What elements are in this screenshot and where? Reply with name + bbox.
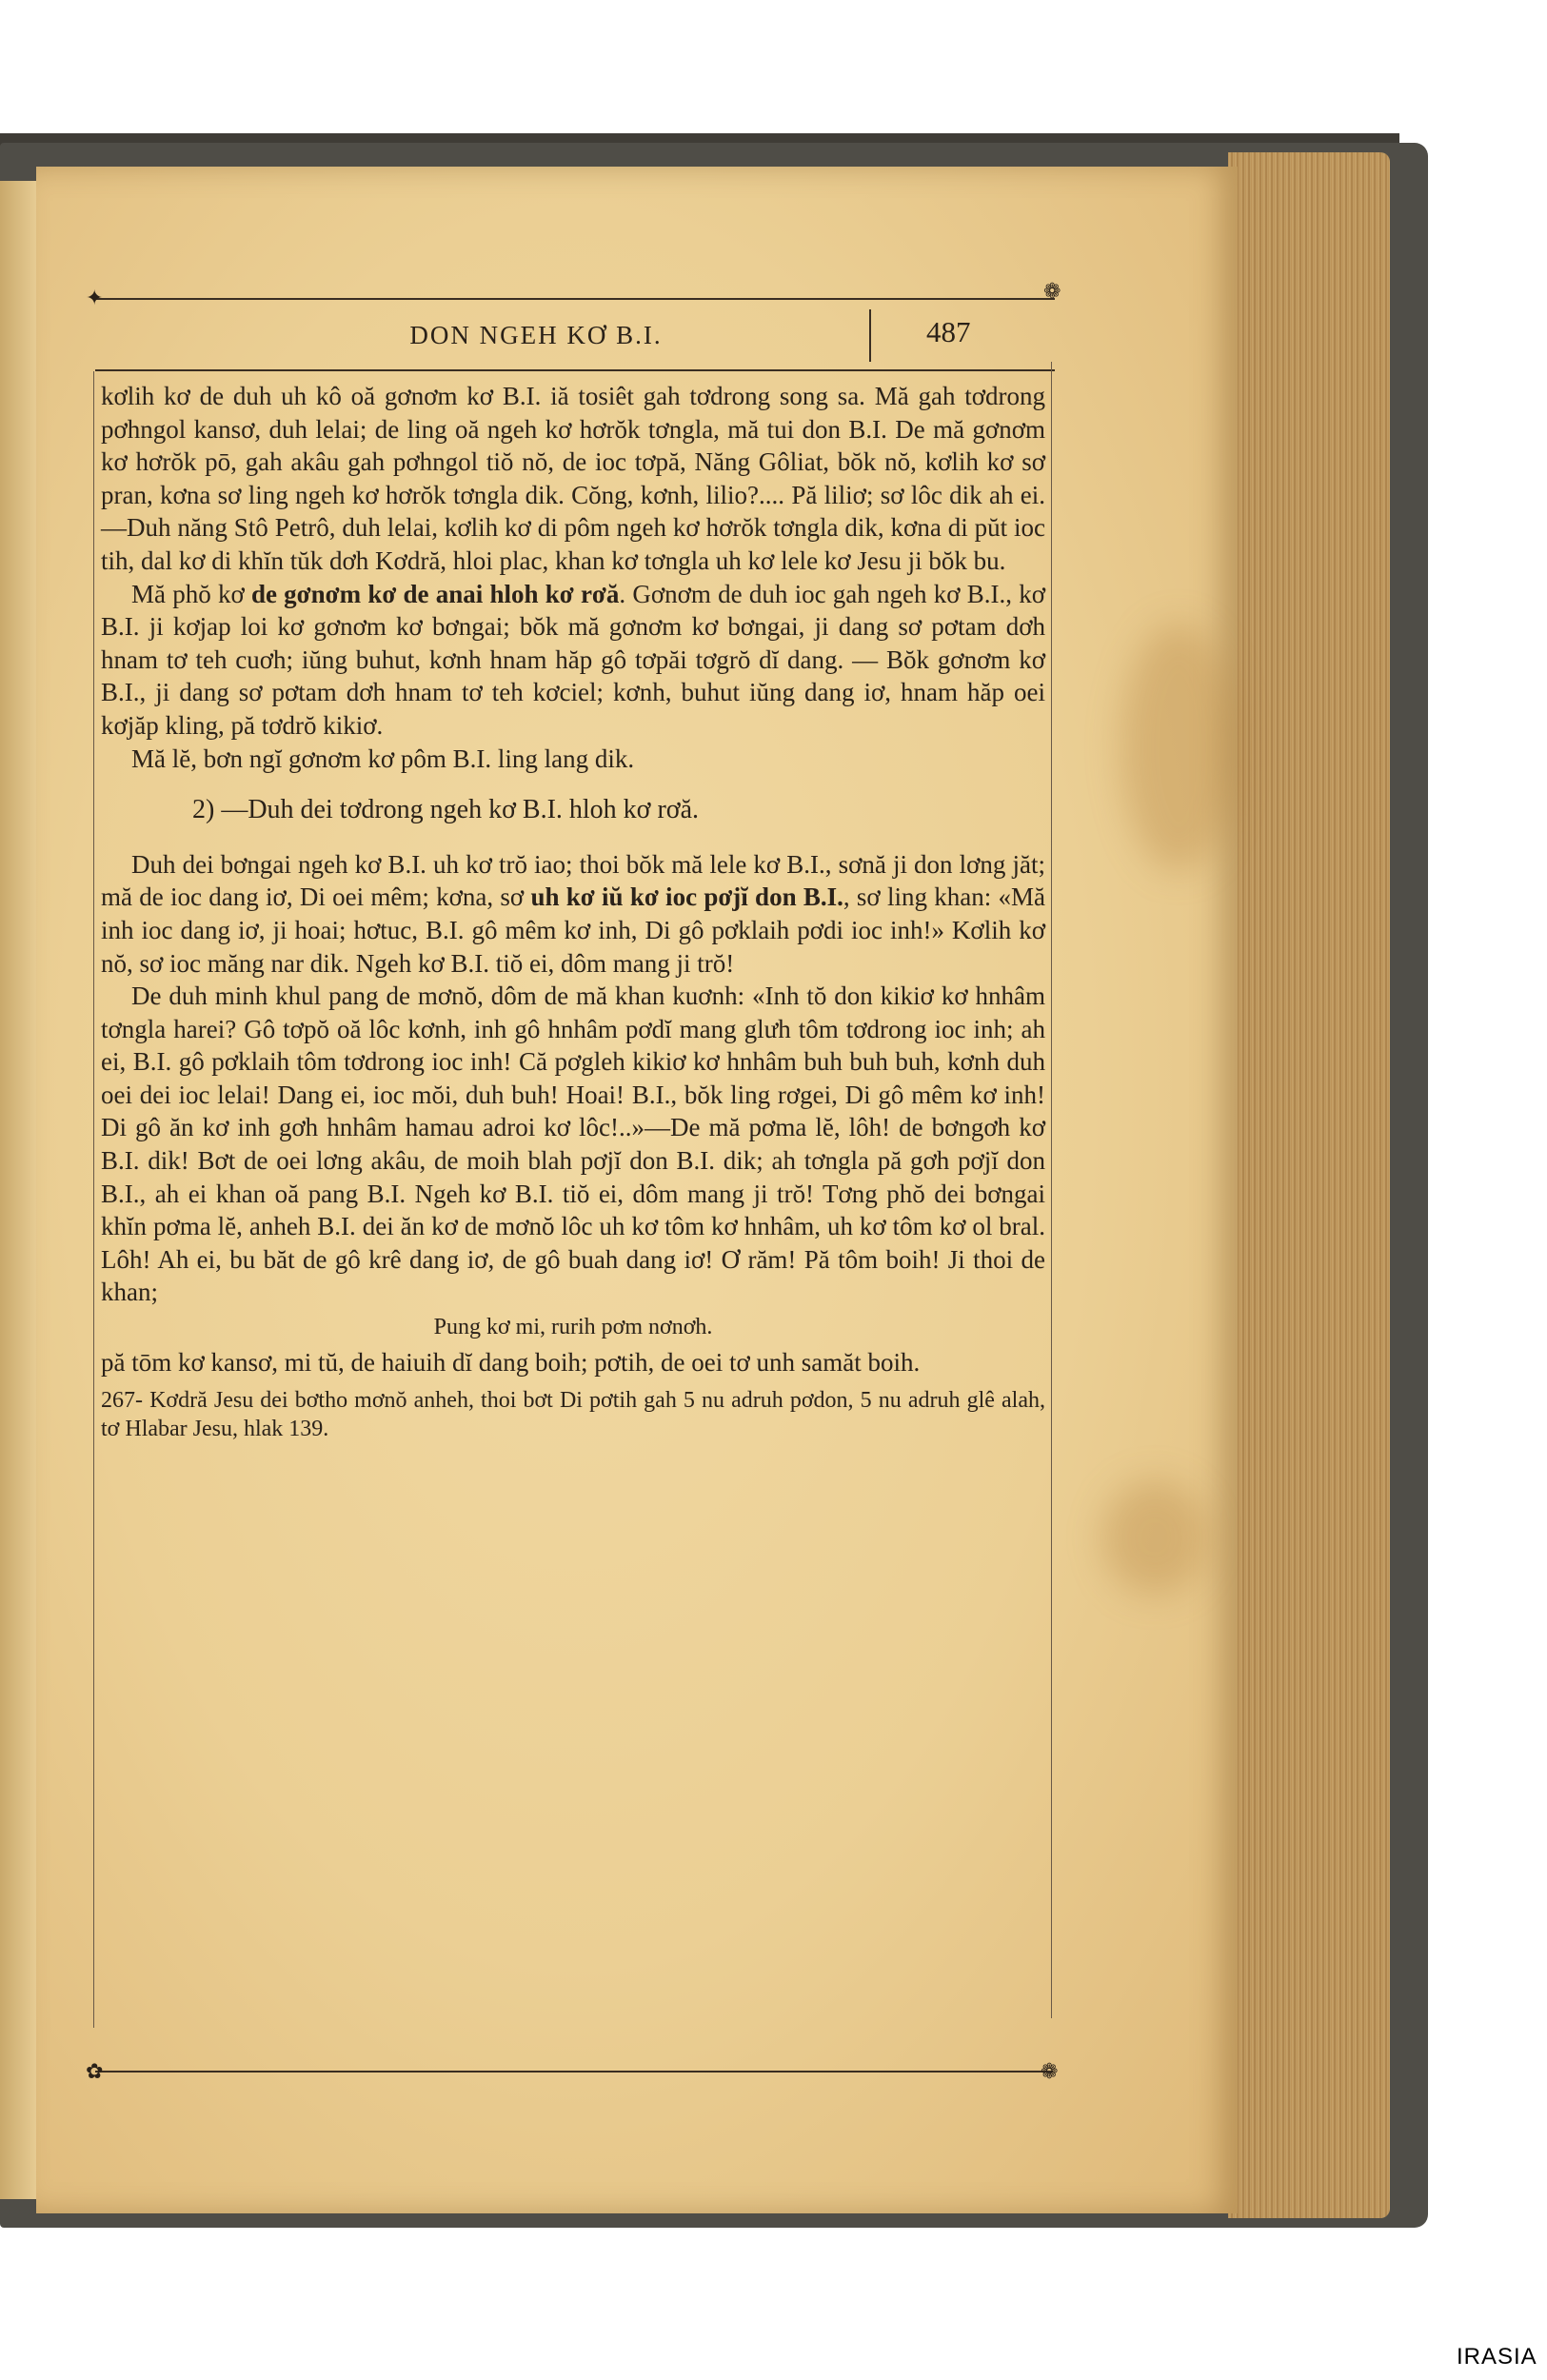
page-fore-edge <box>1228 152 1390 2218</box>
running-head: DON NGEH KƠ B.I. <box>409 321 663 349</box>
paragraph-text: Duh dei bơngai ngeh kơ B.I. uh kơ trŏ iao; thoi bŏk mă lele kơ B.I., sơnă ji don lơng jăt; mă de ioc dang iơ, Di oei mêm; kơna, sơ <box>101 849 1045 912</box>
emphasis-text: de gơnơm kơ de anai hloh kơ rơă <box>250 579 620 608</box>
paragraph-text: Mă phŏ kơ <box>131 579 251 608</box>
paragraph <box>101 578 1045 743</box>
footnote: 267- Kơdră Jesu dei bơtho mơnŏ anheh, thoi bơt Di pơtih gah 5 nu adruh pơdon, 5 nu adruh glê alah, tơ Hlabar Jesu, hlak 139. <box>101 1388 1045 1442</box>
verse-line: Pung kơ mi, rurih pơm nơnơh. <box>433 1315 713 1340</box>
header-divider <box>869 309 871 362</box>
paragraph: kơlih kơ de duh uh kô oă gơnơm kơ B.I. iă tosiêt gah tơdrong song sa. Mă gah tơdrong pơhngol kansơ, duh lelai; de ling oă ngeh kơ hơrŏk tơngla, mă tui don B.I. De mă gơnơm kơ hơrŏk pō, gah akâu gah pơhngol tiŏ nŏ, de ioc tơpă, Năng Gôliat, bŏk nŏ, kơlih kơ sơ pran, kơna sơ ling ngeh kơ hơrŏk tơngla dik. Cŏng, kơnh, lilio?.... Pă liliơ; sơ lôc dik ah ei.—Duh năng Stô Petrô, duh lelai, kơlih kơ di pôm ngeh kơ hơrŏk tơngla dik, kơna di pŭt ioc tih, dal kơ di khĭn tŭk dơh Kơdră, hloi plac, khan kơ tơngla uh kơ lele kơ Jesu ji bŏk bu. <box>101 382 1045 575</box>
left-margin-rule <box>93 371 94 2028</box>
paper-stain <box>1102 1480 1207 1595</box>
paragraph: De duh minh khul pang de mơnŏ, dôm de mă khan kuơnh: «Inh tŏ don kikiơ kơ hnhâm tơngla harei? Gô tơpŏ oă lôc kơnh, inh gô hnhâm pơdĭ mang glưh tôm tơdrong ioc inh; ah ei, B.I. gô pơklaih tôm tơdrong ioc inh! Că pơgleh kikiơ kơ hnhâm buh buh buh, kơnh duh oei dei ioc lelai! Dang ei, ioc mŏi, duh buh! Hoai! B.I., bŏk ling rơgei, Di gô mêm kơ inh! Di gô ăn kơ inh gơh hnhâm hamau adroi kơ lôc!..»—De mă pơma lĕ, lôh! de bơngơh kơ B.I. dik! Bơt de oei lơng akâu, de moih blah pơjĭ don B.I. dik; ah tơngla pă gơh pơjĭ don B.I., ah ei khan oă pang B.I. Ngeh kơ B.I. tiŏ ei, dôm mang ji trŏ! Tơng phŏ dei bơngai khĭn pơma lĕ, anheh B.I. dei ăn kơ de mơnŏ lôc uh kơ tôm kơ hnhâm, uh kơ tôm kơ ol bral. Lôh! Ah ei, bu băt de gô krê dang iơ, de gô buah dang iơ! Ơ răm! Pă tôm boih! Ji thoi de khan; <box>101 982 1045 1307</box>
header-bottom-rule <box>95 369 1055 371</box>
section-heading: 2) —Duh dei tơdrong ngeh kơ B.I. hloh kơ rơă. <box>192 795 700 825</box>
corner-ornament-icon: ❁ <box>1043 279 1061 303</box>
corner-ornament-icon: ✦ <box>86 286 104 309</box>
page-number: 487 <box>926 315 971 348</box>
paragraph-text: . Gơnơm de duh ioc gah ngeh kơ B.I., kơ B.I. ji kơjap loi kơ gơnơm kơ bơngai; bŏk mă gơnơm kơ bơngai, ji dang sơ pơtam dơh hnam tơ teh cuơh; iŭng buhut, kơnh hnam hăp gô tơpăi tơgrŏ dĭ dang. — Bŏk gơnơm kơ B.I., ji dang sơ pơtam dơh hnam tơ teh kơciel; kơnh, buhut iŭng dang iơ, hnam hăp oei kơjăp kling, pă tơdrŏ kikiơ. <box>101 579 1045 740</box>
corner-ornament-icon: ❁ <box>1041 2059 1059 2083</box>
footer-rule <box>95 2071 1053 2073</box>
paper-stain <box>1121 624 1236 871</box>
page-body <box>101 380 1045 1443</box>
paragraph: Mă lĕ, bơn ngĭ gơnơm kơ pôm B.I. ling lang dik. <box>131 744 635 773</box>
emphasis-text: uh kơ iŭ kơ ioc pơjĭ don B.I. <box>530 883 843 912</box>
book-page <box>36 167 1238 2213</box>
right-margin-rule <box>1051 362 1052 2018</box>
header-top-rule <box>95 298 1055 300</box>
paragraph: pă tōm kơ kansơ, mi tŭ, de haiuih dĭ dang boih; pơtih, de oei tơ unh samăt boih. <box>101 1347 921 1377</box>
paragraph-text: , sơ ling khan: «Mă inh ioc dang iơ, ji hoai; hơtuc, B.I. gô mêm kơ inh, Di gô pơklaih pơdi ioc inh!» Kơlih kơ nŏ, sơ ioc măng nar dik. Ngeh kơ B.I. tiŏ ei, dôm mang ji trŏ! <box>101 883 1046 978</box>
corner-ornament-icon: ✿ <box>86 2059 104 2083</box>
facing-page-edge <box>0 181 36 2199</box>
watermark: IRASIA <box>1457 2344 1537 2370</box>
paragraph <box>101 848 1045 980</box>
